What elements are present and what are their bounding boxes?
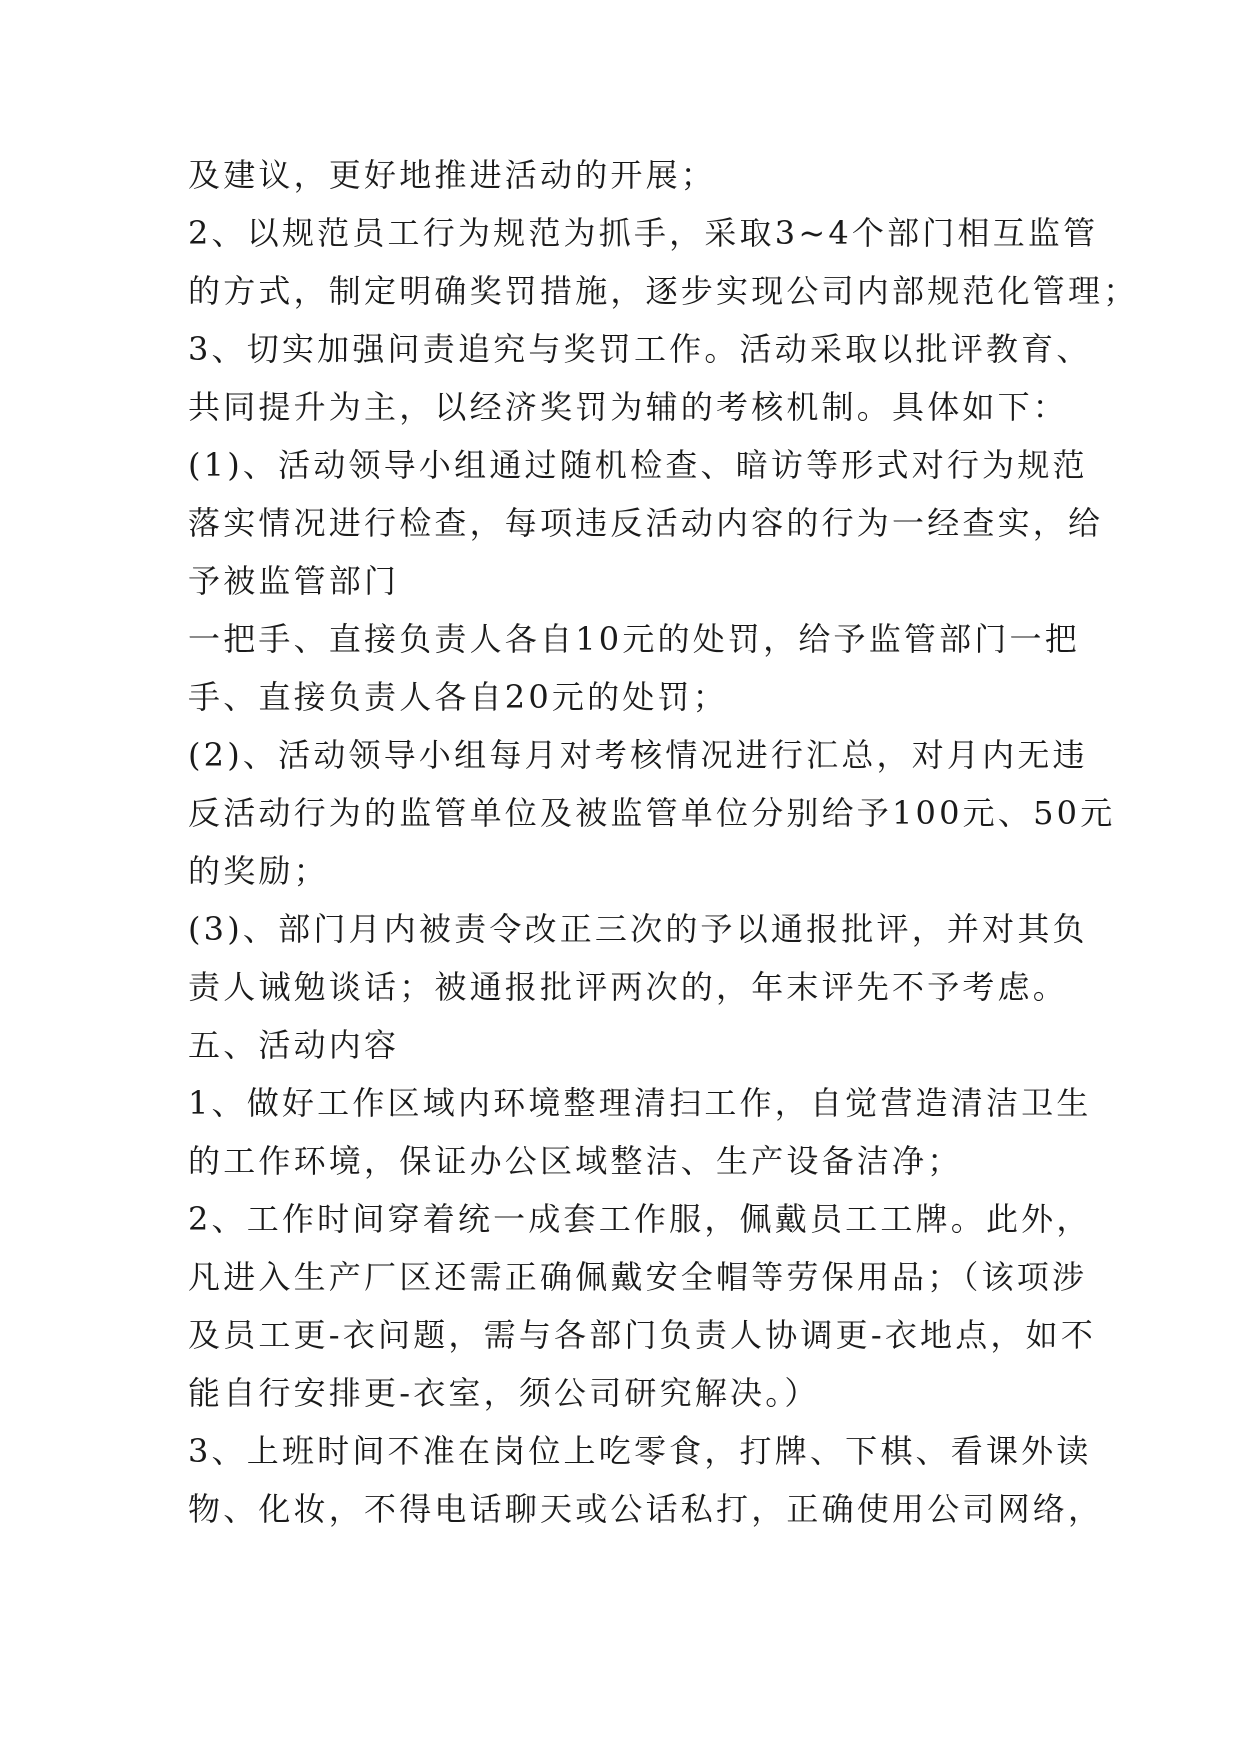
text-line: 物、化妆，不得电话聊天或公话私打，正确使用公司网络， <box>188 1490 1104 1528</box>
text-line: 反活动行为的监管单位及被监管单位分别给予100元、50元 <box>188 794 1116 832</box>
text-line: 能自行安排更-衣室，须公司研究解决。） <box>188 1374 820 1412</box>
text-line: 予被监管部门 <box>188 562 400 600</box>
text-line: 落实情况进行检查，每项违反活动内容的行为一经查实，给 <box>188 504 1104 542</box>
text-line: 凡进入生产厂区还需正确佩戴安全帽等劳保用品；（该项涉 <box>188 1258 1088 1296</box>
text-line: 2、工作时间穿着统一成套工作服，佩戴员工工牌。此外， <box>188 1200 1092 1238</box>
text-line: 的工作环境，保证办公区域整洁、生产设备洁净； <box>188 1142 963 1180</box>
text-line: 3、上班时间不准在岗位上吃零食，打牌、下棋、看课外读 <box>188 1432 1092 1470</box>
text-line: (2)、活动领导小组每月对考核情况进行汇总，对月内无违 <box>188 736 1088 774</box>
text-line: (1)、活动领导小组通过随机检查、暗访等形式对行为规范 <box>188 446 1088 484</box>
text-line: 手、直接负责人各自20元的处罚； <box>188 678 728 716</box>
section-heading: 五、活动内容 <box>188 1026 400 1064</box>
text-line: 3、切实加强问责追究与奖罚工作。活动采取以批评教育、 <box>188 330 1092 368</box>
text-line: 的方式，制定明确奖罚措施，逐步实现公司内部规范化管理； <box>188 272 1139 310</box>
text-line: 及建议，更好地推进活动的开展； <box>188 156 717 194</box>
text-line: 及员工更-衣问题，需与各部门负责人协调更-衣地点，如不 <box>188 1316 1097 1354</box>
text-line: 1、做好工作区域内环境整理清扫工作，自觉营造清洁卫生 <box>188 1084 1092 1122</box>
text-line: 的奖励； <box>188 852 329 890</box>
text-line: 共同提升为主，以经济奖罚为辅的考核机制。具体如下： <box>188 388 1069 426</box>
text-line: (3)、部门月内被责令改正三次的予以通报批评，并对其负 <box>188 910 1088 948</box>
text-line: 责人诫勉谈话；被通报批评两次的，年末评先不予考虑。 <box>188 968 1069 1006</box>
text-line: 2、以规范员工行为规范为抓手，采取3~4个部门相互监管 <box>188 214 1099 252</box>
text-line: 一把手、直接负责人各自10元的处罚，给予监管部门一把 <box>188 620 1080 658</box>
